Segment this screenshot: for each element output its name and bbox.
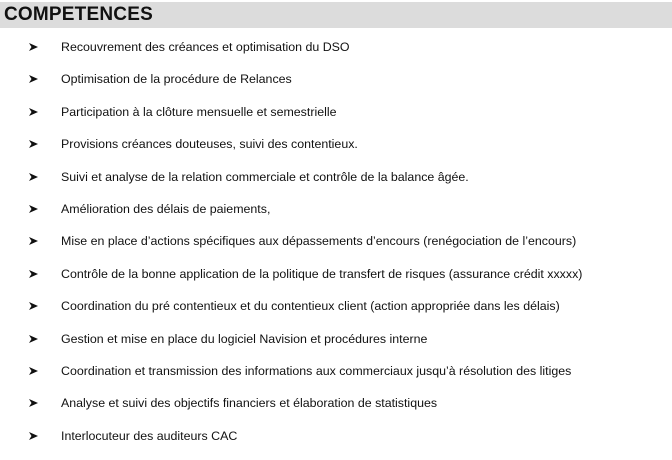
list-item xyxy=(0,330,672,362)
list-item-text: Coordination et transmission des informations aux commerciaux jusqu’à résolution des litiges xyxy=(61,363,572,378)
list-item xyxy=(0,70,672,102)
list-item-text: Contrôle de la bonne application de la politique de transfert de risques (assurance crédit xxxxx) xyxy=(61,266,583,281)
section-title: COMPETENCES xyxy=(4,4,153,25)
list-item xyxy=(0,103,672,135)
list-item xyxy=(0,38,672,70)
arrowhead-bullet-icon xyxy=(28,203,40,215)
list-item-text: Mise en place d’actions spécifiques aux dépassements d’encours (renégociation de l’encours) xyxy=(61,234,577,249)
arrowhead-bullet-icon xyxy=(28,300,40,312)
list-item-text: Optimisation de la procédure de Relances xyxy=(61,72,292,87)
arrowhead-bullet-icon xyxy=(28,430,40,442)
list-item-text: Participation à la clôture mensuelle et semestrielle xyxy=(61,104,337,119)
arrowhead-bullet-icon xyxy=(28,73,40,85)
arrowhead-bullet-icon xyxy=(28,268,40,280)
list-item xyxy=(0,394,672,426)
arrowhead-bullet-icon xyxy=(28,365,40,377)
list-item-text: Suivi et analyse de la relation commerciale et contrôle de la balance âgée. xyxy=(61,169,469,184)
list-item xyxy=(0,200,672,232)
list-item xyxy=(0,232,672,264)
arrowhead-bullet-icon xyxy=(28,235,40,247)
arrowhead-bullet-icon xyxy=(28,138,40,150)
list-item xyxy=(0,135,672,167)
arrowhead-bullet-icon xyxy=(28,41,40,53)
list-item-text: Amélioration des délais de paiements, xyxy=(61,201,271,216)
list-item-text: Analyse et suivi des objectifs financiers et élaboration de statistiques xyxy=(61,396,438,411)
list-item xyxy=(0,265,672,297)
list-item-text: Provisions créances douteuses, suivi des contentieux. xyxy=(61,137,358,152)
arrowhead-bullet-icon xyxy=(28,333,40,345)
list-item xyxy=(0,168,672,200)
list-item xyxy=(0,362,672,394)
list-item-text: Interlocuteur des auditeurs CAC xyxy=(61,428,238,443)
arrowhead-bullet-icon xyxy=(28,106,40,118)
list-item xyxy=(0,297,672,329)
list-item-text: Coordination du pré contentieux et du contentieux client (action appropriée dans les délais) xyxy=(61,299,560,314)
list-item-text: Gestion et mise en place du logiciel Navision et procédures interne xyxy=(61,331,428,346)
arrowhead-bullet-icon xyxy=(28,397,40,409)
competences-list xyxy=(0,38,672,459)
section-header xyxy=(0,2,672,28)
arrowhead-bullet-icon xyxy=(28,171,40,183)
list-item xyxy=(0,427,672,459)
list-item-text: Recouvrement des créances et optimisation du DSO xyxy=(61,40,350,54)
